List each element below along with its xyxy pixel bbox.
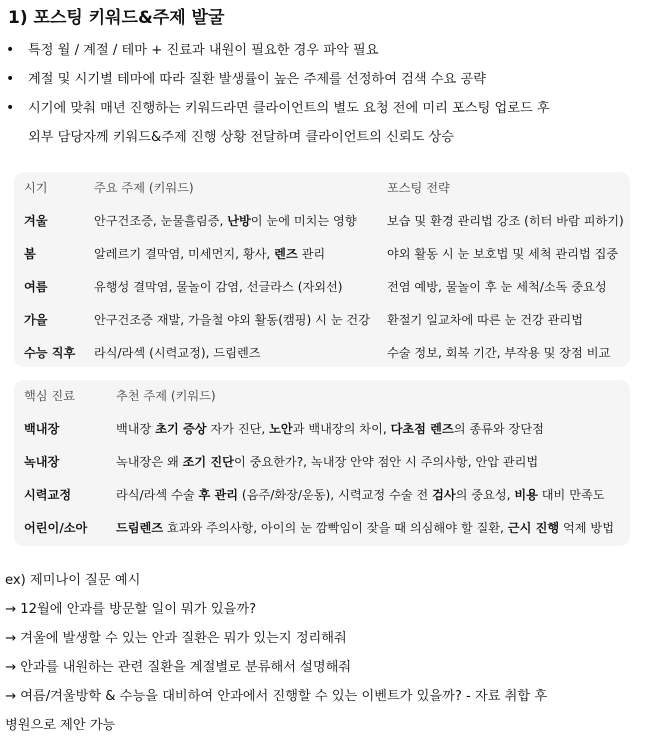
season-cell: 가을	[24, 313, 48, 327]
season-cell: 수능 직후	[24, 346, 76, 360]
bullet-dot-icon: •	[6, 100, 15, 116]
header-strategy: 포스팅 전략	[387, 181, 450, 195]
bullet-text: 시기에 맞춰 매년 진행하는 키워드라면 클라이언트의 별도 요청 전에 미리 포스팅 업로드 후	[28, 101, 550, 116]
example-question: → 안과를 내원하는 관련 질환을 계절별로 분류해서 설명해줘	[5, 660, 352, 675]
header-topic: 주요 주제 (키워드)	[94, 181, 194, 195]
topic-cell: 안구건조증 재발, 가을철 야외 활동(캠핑) 시 눈 건강	[94, 313, 370, 327]
strategy-cell: 보습 및 환경 관리법 강조 (히터 바람 피하기)	[387, 214, 624, 228]
bullet-item	[0, 65, 650, 94]
bullet-dot-icon: •	[6, 42, 15, 58]
section-heading: 1) 포스팅 키워드&주제 발굴	[8, 8, 225, 28]
bullet-text: 계절 및 시기별 테마에 따라 질환 발생률이 높은 주제를 선정하여 검색 수요 공략	[28, 72, 486, 87]
season-cell: 봄	[24, 247, 36, 261]
bullet-dot-icon: •	[6, 71, 15, 87]
clinic-cell: 녹내장	[24, 455, 60, 469]
recommend-cell: 드림렌즈 효과와 주의사항, 아이의 눈 깜빡임이 잦을 때 의심해야 할 질환, 근시 진행 억제 방법	[116, 521, 614, 535]
bullet-text: 특정 월 / 계절 / 테마 + 진료과 내원이 필요한 경우 파악 필요	[28, 43, 379, 58]
season-table	[14, 172, 630, 367]
table-row	[14, 271, 630, 304]
strategy-cell: 전염 예방, 물놀이 후 눈 세척/소독 중요성	[387, 280, 607, 294]
bullet-item	[0, 36, 650, 65]
table-row	[14, 337, 630, 370]
topic-cell: 알레르기 결막염, 미세먼지, 황사, 렌즈 관리	[94, 247, 326, 261]
bullet-list	[0, 36, 650, 152]
recommend-cell: 녹내장은 왜 조기 진단이 중요한가?, 녹내장 안약 점안 시 주의사항, 안압 관리법	[116, 455, 539, 469]
clinic-cell: 시력교정	[24, 488, 72, 502]
topic-cell: 유행성 결막염, 물놀이 감염, 선글라스 (자외선)	[94, 280, 343, 294]
clinic-cell: 어린이/소아	[24, 521, 88, 535]
topic-cell: 라식/라섹 (시력교정), 드림렌즈	[94, 346, 261, 360]
table-header-row	[14, 172, 630, 205]
recommend-cell: 백내장 초기 증상 자가 진단, 노안과 백내장의 차이, 다초점 렌즈의 종류와 장단점	[116, 422, 544, 436]
table-row	[14, 205, 630, 238]
season-cell: 여름	[24, 280, 48, 294]
bullet-continuation	[0, 123, 650, 152]
strategy-cell: 야외 활동 시 눈 보호법 및 세척 관리법 집중	[387, 247, 619, 261]
table-row	[14, 238, 630, 271]
example-question: → 겨울에 발생할 수 있는 안과 질환은 뭐가 있는지 정리해줘	[5, 631, 347, 646]
example-question: → 여름/겨울방학 & 수능을 대비하여 안과에서 진행할 수 있는 이벤트가 있을까? - 자료 취합 후	[5, 689, 548, 704]
bullet-text: 외부 담당자께 키워드&주제 진행 상황 전달하며 클라이언트의 신뢰도 상승	[28, 130, 454, 145]
header-season: 시기	[24, 181, 48, 195]
recommend-cell: 라식/라섹 수술 후 관리 (음주/화장/운동), 시력교정 수술 전 검사의 중요성, 비용 대비 만족도	[116, 488, 605, 502]
header-clinic: 핵심 진료	[24, 389, 75, 403]
table-row	[14, 512, 630, 545]
table-row	[14, 446, 630, 479]
topic-cell: 안구건조증, 눈물흘림증, 난방이 눈에 미치는 영향	[94, 214, 357, 228]
table-row	[14, 413, 630, 446]
example-label: ex) 제미나이 질문 예시	[5, 573, 141, 588]
example-question: → 12월에 안과를 방문할 일이 뭐가 있을까?	[5, 602, 257, 617]
clinic-table	[14, 380, 630, 546]
season-cell: 겨울	[24, 214, 48, 228]
table-header-row	[14, 380, 630, 413]
clinic-cell: 백내장	[24, 422, 60, 436]
strategy-cell: 환절기 일교차에 따른 눈 건강 관리법	[387, 313, 583, 327]
example-questions	[5, 566, 650, 740]
table-row	[14, 479, 630, 512]
table-row	[14, 304, 630, 337]
bullet-item	[0, 94, 650, 123]
header-recommend: 추천 주제 (키워드)	[116, 389, 216, 403]
strategy-cell: 수술 정보, 회복 기간, 부작용 및 장점 비교	[387, 346, 611, 360]
example-question-continuation: 병원으로 제안 가능	[5, 718, 116, 733]
